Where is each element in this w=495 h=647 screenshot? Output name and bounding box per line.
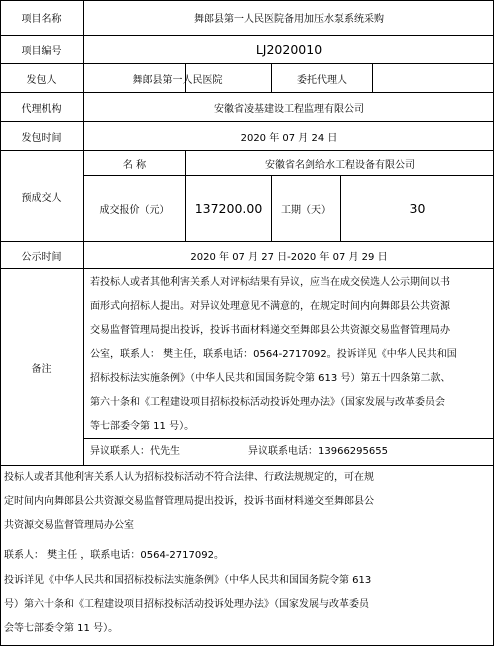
- period-value: 30: [409, 201, 426, 216]
- objection-phone: 异议联系电话：13966295655: [248, 446, 388, 457]
- remarks-line: 面形式向招标人提出。对异议处理意见不满意的，在规定时间内向舞郎县公共资源: [90, 301, 450, 312]
- agency-value: 安徽省凌基建设工程监理有限公司: [214, 103, 364, 115]
- bidder-name-label: 名 称: [122, 159, 147, 171]
- issue-time-label: 发包时间: [21, 132, 62, 144]
- complaint-line: 投标人或者其他利害关系人认为招标投标活动不符合法律、行政法规规定的，可在规: [4, 472, 374, 483]
- objection-contact: 异议联系人：代先生: [90, 446, 180, 457]
- remarks-line: 交易监督管理局提出投诉，投诉书面材料递交至舞郎县公共资源交易监督管理局办: [90, 325, 450, 336]
- bidder-name-value: 安徽省名剑给水工程设备有限公司: [265, 159, 415, 171]
- price-label: 成交报价（元）: [99, 205, 170, 216]
- period-label: 工期（天）: [281, 205, 331, 216]
- remarks-line: 等七部委令第 11 号）。: [90, 421, 195, 432]
- issue-time-value: 2020 年 07 月 24 日: [240, 132, 338, 144]
- complaint-line: 共资源交易监督管理局办公室: [4, 520, 134, 531]
- project-name-value: 舞郎县第一人民医院备用加压水泵系统采购: [194, 14, 384, 25]
- remarks-line: 若投标人或者其他利害关系人对评标结果有异议，应当在成交侯选人公示期间以书: [90, 277, 450, 288]
- price-value: 137200.00: [194, 201, 263, 216]
- bidder-label: 预成交人: [21, 192, 62, 204]
- project-no-label: 项目编号: [21, 46, 62, 57]
- complaint-line: 投诉详见《中华人民共和国招标投标法实施条例》（中华人民共和国国务院令第 613: [4, 575, 372, 586]
- complaint-line: 联系人： 樊主任 ，联系电话：0564-2717092。: [4, 550, 224, 561]
- issuer-value: 舞郎县第一人民医院: [132, 74, 223, 86]
- remarks-line: 招标投标法实施条例》（中华人民共和国国务院令第 613 号）第五十四条第二款、: [90, 373, 451, 384]
- project-no-value: LJ2020010: [255, 42, 323, 57]
- complaint-line: 定时间内向舞郎县公共资源交易监督管理局提出投诉，投诉书面材料递交至舞郎县公: [4, 496, 374, 507]
- remarks-line: 公室，联系人： 樊主任，联系电话：0564-2717092。投诉详见《中华人民共和国: [90, 349, 457, 360]
- issuer-label: 发包人: [26, 74, 57, 86]
- publicity-value: 2020 年 07 月 27 日-2020 年 07 月 29 日: [190, 251, 388, 263]
- agency-label: 代理机构: [21, 103, 62, 115]
- agent-value: [373, 64, 494, 92]
- complaint-line: 号）第六十条和《工程建设项目招标投标活动投诉处理办法》（国家发展与改革委员: [4, 599, 369, 610]
- remarks-line: 第六十条和《工程建设项目招标投标活动投诉处理办法》（国家发展与改革委员会: [90, 397, 445, 408]
- remarks-label: 备注: [31, 363, 52, 375]
- project-name-label: 项目名称: [21, 14, 62, 25]
- agent-label: 委托代理人: [297, 74, 347, 86]
- complaint-line: 会等七部委令第 11 号）。: [4, 623, 119, 634]
- publicity-label: 公示时间: [21, 251, 62, 263]
